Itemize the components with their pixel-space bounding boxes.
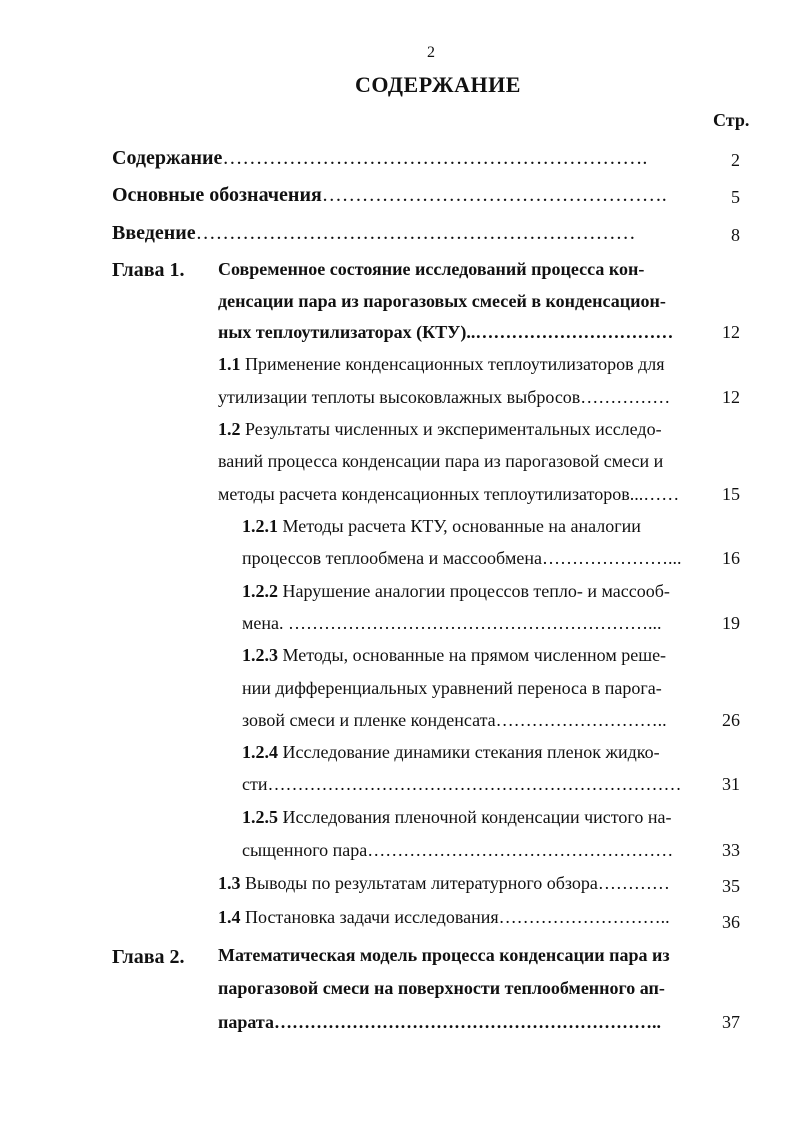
toc-entry-label: Содержание xyxy=(112,147,223,169)
toc-dots: ……………………………………………. xyxy=(321,184,667,206)
toc-page-number: 19 xyxy=(722,613,740,633)
page-title: СОДЕРЖАНИЕ xyxy=(355,72,521,97)
section-text: Методы расчета КТУ, основанные на аналогии xyxy=(282,516,641,536)
section-text: Выводы по результатам литературного обзора………… xyxy=(245,873,670,893)
toc-page-number: 12 xyxy=(722,387,740,407)
toc-page-number: 2 xyxy=(731,150,740,170)
section-number: 1.2.4 xyxy=(242,742,278,762)
section-number: 1.2.5 xyxy=(242,807,278,827)
toc-page-number: 16 xyxy=(722,548,740,568)
toc-page-number: 5 xyxy=(731,187,740,207)
section-text: Результаты численных и экспериментальных исследо- xyxy=(245,419,662,439)
chapter-label: Глава 2. xyxy=(112,946,185,968)
section-number: 1.2.2 xyxy=(242,581,278,601)
toc-page-number: 37 xyxy=(722,1012,740,1032)
chapter-title-line: ных теплоутилизаторах (КТУ)..…………………………… xyxy=(218,322,674,342)
section-number: 1.1 xyxy=(218,354,241,374)
toc-page-number: 12 xyxy=(722,322,740,342)
section-text: утилизации теплоты высоковлажных выбросов…………… xyxy=(218,387,671,407)
section-text: Методы, основанные на прямом численном реше- xyxy=(282,645,667,665)
chapter-title-line: Математическая модель процесса конденсации пара из xyxy=(218,945,670,965)
chapter-title-line: парата……………………………………………………….. xyxy=(218,1012,661,1032)
section-number: 1.2.3 xyxy=(242,645,278,665)
section-text: Исследования пленочной конденсации чистого на- xyxy=(282,807,672,827)
toc-entry-label: Введение xyxy=(112,222,196,244)
section-number: 1.2.1 xyxy=(242,516,278,536)
toc-dots: ………………………………………………………. xyxy=(222,147,648,169)
chapter-label: Глава 1. xyxy=(112,259,185,281)
toc-page-number: 26 xyxy=(722,710,740,730)
section-text: Применение конденсационных теплоутилизаторов для xyxy=(245,354,665,374)
section-text: Нарушение аналогии процессов тепло- и массооб- xyxy=(282,581,670,601)
section-number: 1.2 xyxy=(218,419,241,439)
section-text: нии дифференциальных уравнений переноса в парога- xyxy=(242,678,662,698)
section-text: процессов теплообмена и массообмена…………………... xyxy=(242,548,682,568)
toc-page-number: 31 xyxy=(722,774,740,794)
chapter-title-line: парогазовой смеси на поверхности теплообменного ап- xyxy=(218,978,665,998)
section-text: ваний процесса конденсации пара из парогазовой смеси и xyxy=(218,451,664,471)
chapter-title-line: денсации пара из парогазовых смесей в конденсацион- xyxy=(218,291,666,311)
section-text: сыщенного пара…………………………………………… xyxy=(242,840,674,860)
section-number: 1.4 xyxy=(218,907,241,927)
section-text: Постановка задачи исследования……………………….. xyxy=(245,907,670,927)
toc-page-number: 8 xyxy=(731,225,740,245)
section-text: мена. ……………………………………………………... xyxy=(242,613,662,633)
page-column-header: Стр. xyxy=(713,110,750,130)
toc-page-number: 33 xyxy=(722,840,740,860)
chapter-title-line: Современное состояние исследований процесса кон- xyxy=(218,259,645,279)
section-text: Исследование динамики стекания пленок жидко- xyxy=(282,742,660,762)
section-text: зовой смеси и пленке конденсата……………………….. xyxy=(242,710,667,730)
page-number: 2 xyxy=(427,44,435,61)
toc-page-number: 35 xyxy=(722,876,740,896)
toc-page-number: 15 xyxy=(722,484,740,504)
section-number: 1.3 xyxy=(218,873,241,893)
section-text: методы расчета конденсационных теплоутилизаторов...…… xyxy=(218,484,680,504)
section-text: сти…………………………………………………………… xyxy=(242,774,682,794)
toc-page-number: 36 xyxy=(722,912,740,932)
toc-dots: ………………………………………………………… xyxy=(195,222,636,244)
toc-entry-label: Основные обозначения xyxy=(112,184,322,206)
